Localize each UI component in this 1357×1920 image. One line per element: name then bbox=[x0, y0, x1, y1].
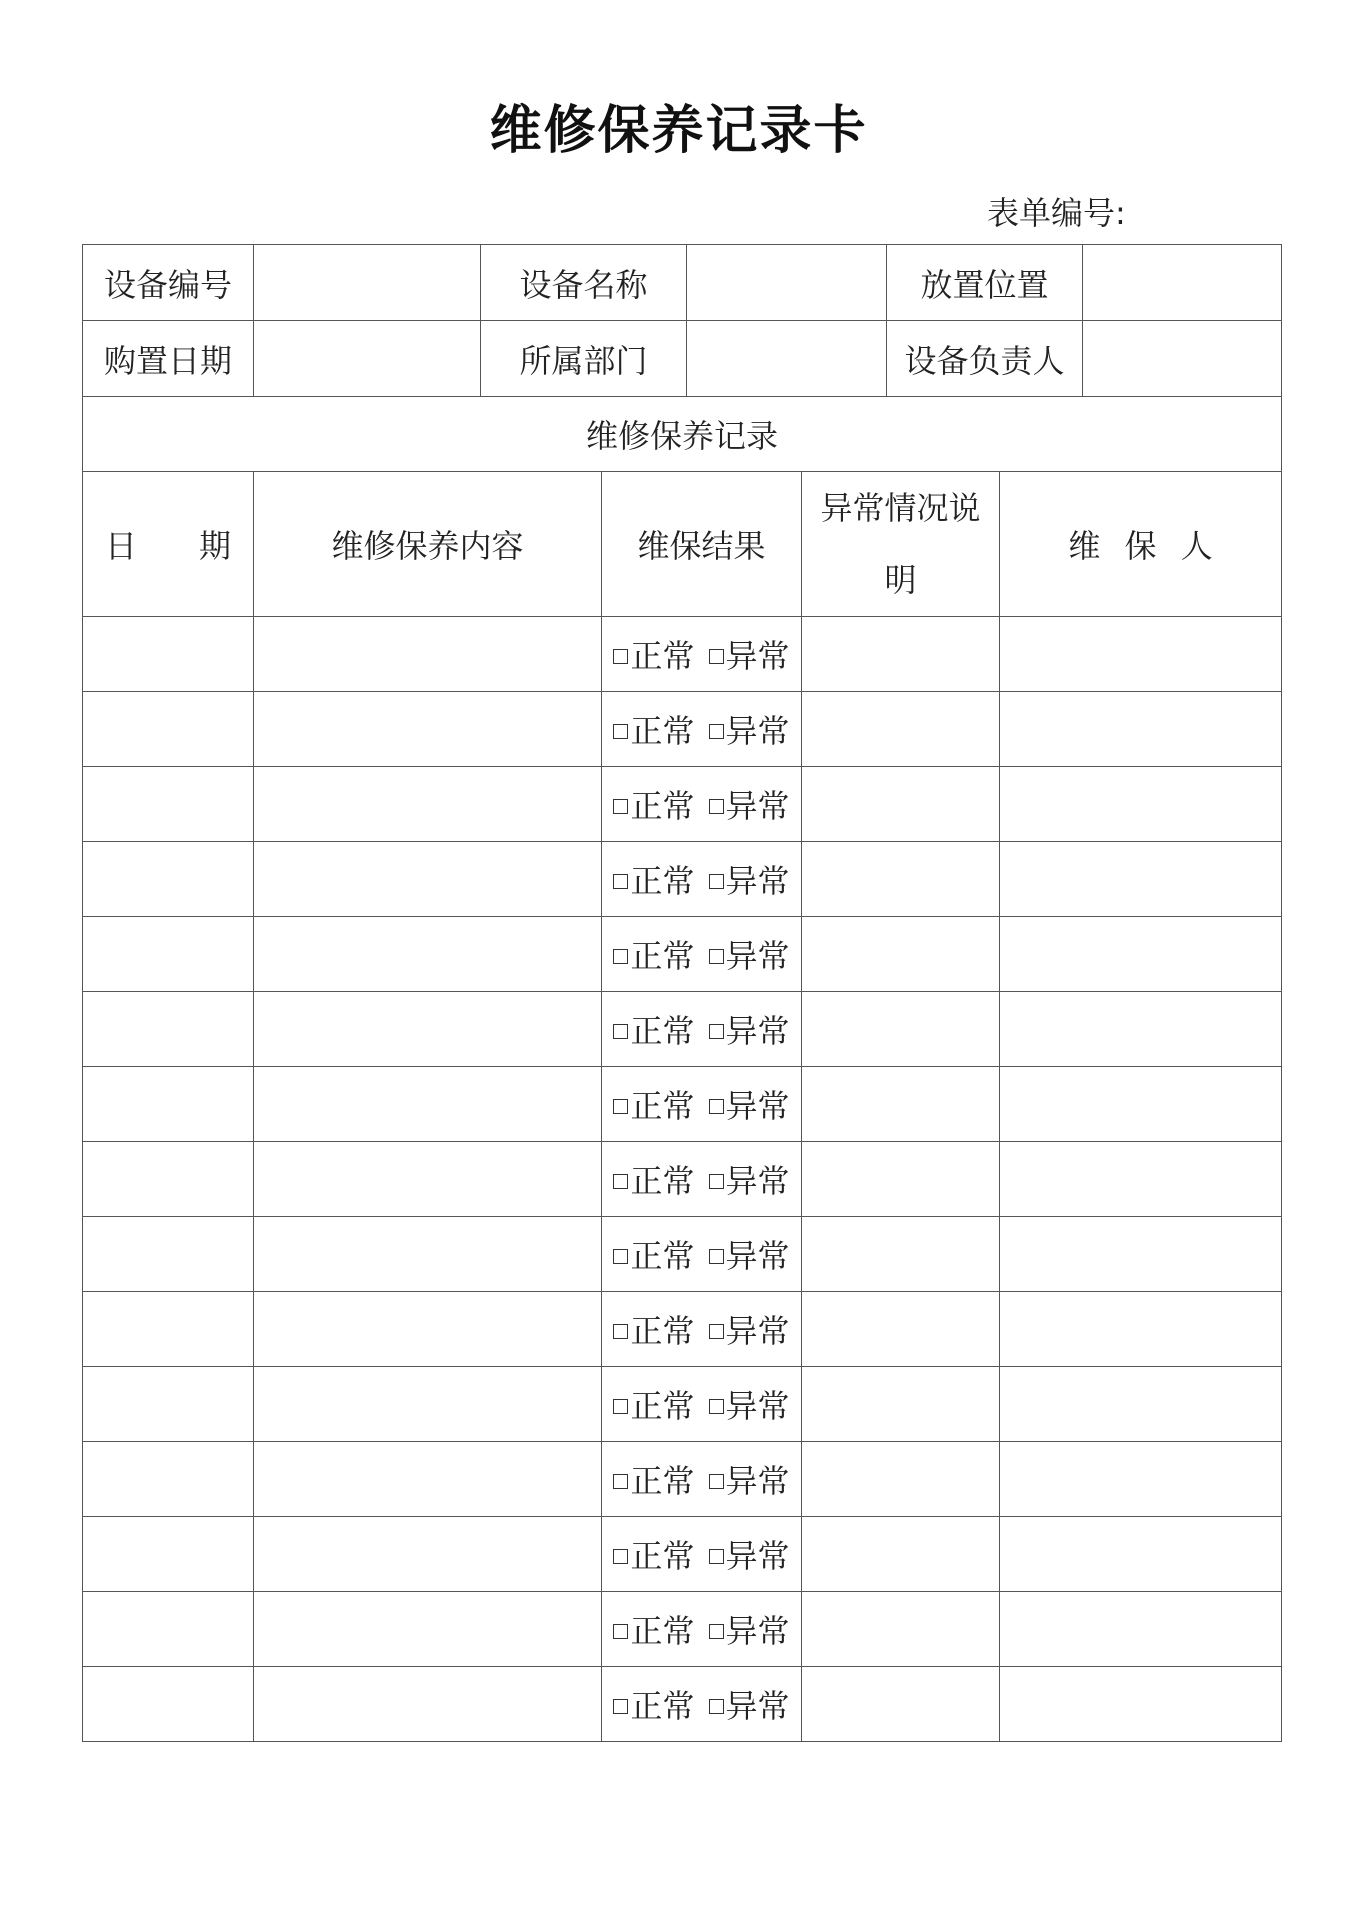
normal-checkbox[interactable] bbox=[613, 1549, 628, 1564]
record-content-cell[interactable] bbox=[254, 1442, 602, 1517]
record-maintainer-cell[interactable] bbox=[1000, 1142, 1282, 1217]
abnormal-checkbox[interactable] bbox=[709, 1399, 724, 1414]
record-result-cell bbox=[602, 1592, 802, 1667]
normal-checkbox[interactable] bbox=[613, 724, 628, 739]
info-row-1 bbox=[83, 245, 1282, 321]
record-abnormal-note-cell[interactable] bbox=[802, 692, 1000, 767]
record-date-cell[interactable] bbox=[83, 1667, 254, 1742]
normal-option-label: 正常 bbox=[630, 1612, 695, 1650]
record-maintainer-cell[interactable] bbox=[1000, 1442, 1282, 1517]
record-maintainer-cell[interactable] bbox=[1000, 992, 1282, 1067]
record-date-cell[interactable] bbox=[83, 767, 254, 842]
normal-option-label: 正常 bbox=[630, 1462, 695, 1500]
normal-checkbox[interactable] bbox=[613, 1024, 628, 1039]
result-header: 维保结果 bbox=[602, 472, 802, 617]
abnormal-checkbox[interactable] bbox=[709, 1324, 724, 1339]
purchase-date-label: 购置日期 bbox=[83, 321, 254, 397]
record-result-cell bbox=[602, 1217, 802, 1292]
department-label: 所属部门 bbox=[481, 321, 687, 397]
record-result-cell bbox=[602, 617, 802, 692]
record-row bbox=[83, 842, 1282, 917]
equipment-name-label: 设备名称 bbox=[481, 245, 687, 321]
record-result-cell bbox=[602, 1442, 802, 1517]
record-maintainer-cell[interactable] bbox=[1000, 767, 1282, 842]
record-maintainer-cell[interactable] bbox=[1000, 842, 1282, 917]
normal-checkbox[interactable] bbox=[613, 1474, 628, 1489]
record-maintainer-cell[interactable] bbox=[1000, 1217, 1282, 1292]
owner-label: 设备负责人 bbox=[887, 321, 1083, 397]
record-maintainer-cell[interactable] bbox=[1000, 1367, 1282, 1442]
normal-option-label: 正常 bbox=[630, 787, 695, 825]
record-abnormal-note-cell[interactable] bbox=[802, 1517, 1000, 1592]
purchase-date-field[interactable] bbox=[254, 321, 481, 397]
section-title: 维修保养记录 bbox=[83, 397, 1282, 472]
record-row bbox=[83, 1067, 1282, 1142]
normal-option-label: 正常 bbox=[630, 1012, 695, 1050]
record-content-cell[interactable] bbox=[254, 992, 602, 1067]
abnormal-option-label: 异常 bbox=[725, 1162, 790, 1200]
record-result-cell bbox=[602, 1142, 802, 1217]
normal-checkbox[interactable] bbox=[613, 799, 628, 814]
record-row bbox=[83, 1142, 1282, 1217]
normal-option-label: 正常 bbox=[630, 937, 695, 975]
record-date-cell[interactable] bbox=[83, 1292, 254, 1367]
record-abnormal-note-cell[interactable] bbox=[802, 1592, 1000, 1667]
abnormal-option-label: 异常 bbox=[725, 637, 790, 675]
normal-checkbox[interactable] bbox=[613, 1699, 628, 1714]
abnormal-checkbox[interactable] bbox=[709, 1099, 724, 1114]
date-header-char-2: 期 bbox=[198, 527, 231, 565]
record-content-cell[interactable] bbox=[254, 1517, 602, 1592]
abnormal-checkbox[interactable] bbox=[709, 1474, 724, 1489]
record-row bbox=[83, 1367, 1282, 1442]
record-row bbox=[83, 767, 1282, 842]
record-abnormal-note-cell[interactable] bbox=[802, 1217, 1000, 1292]
normal-checkbox[interactable] bbox=[613, 1249, 628, 1264]
record-content-cell[interactable] bbox=[254, 1292, 602, 1367]
record-result-cell bbox=[602, 842, 802, 917]
record-abnormal-note-cell[interactable] bbox=[802, 917, 1000, 992]
abnormal-option-label: 异常 bbox=[725, 712, 790, 750]
content-header: 维修保养内容 bbox=[254, 472, 602, 617]
record-date-cell[interactable] bbox=[83, 1067, 254, 1142]
abnormal-checkbox[interactable] bbox=[709, 1549, 724, 1564]
record-abnormal-note-cell[interactable] bbox=[802, 1142, 1000, 1217]
record-row bbox=[83, 1217, 1282, 1292]
record-date-cell[interactable] bbox=[83, 617, 254, 692]
record-maintainer-cell[interactable] bbox=[1000, 1292, 1282, 1367]
equipment-name-field[interactable] bbox=[687, 245, 887, 321]
normal-option-label: 正常 bbox=[630, 1537, 695, 1575]
record-result-cell bbox=[602, 992, 802, 1067]
abnormal-option-label: 异常 bbox=[725, 1312, 790, 1350]
record-abnormal-note-cell[interactable] bbox=[802, 842, 1000, 917]
record-maintainer-cell[interactable] bbox=[1000, 692, 1282, 767]
abnormal-header bbox=[802, 472, 1000, 617]
abnormal-checkbox[interactable] bbox=[709, 1699, 724, 1714]
record-abnormal-note-cell[interactable] bbox=[802, 617, 1000, 692]
record-content-cell[interactable] bbox=[254, 1067, 602, 1142]
record-content-cell[interactable] bbox=[254, 917, 602, 992]
record-result-cell bbox=[602, 1367, 802, 1442]
normal-checkbox[interactable] bbox=[613, 1399, 628, 1414]
record-abnormal-note-cell[interactable] bbox=[802, 992, 1000, 1067]
page-title: 维修保养记录卡 bbox=[489, 101, 868, 161]
abnormal-option-label: 异常 bbox=[725, 1462, 790, 1500]
record-abnormal-note-cell[interactable] bbox=[802, 1442, 1000, 1517]
normal-option-label: 正常 bbox=[630, 1312, 695, 1350]
location-label: 放置位置 bbox=[887, 245, 1083, 321]
normal-option-label: 正常 bbox=[630, 862, 695, 900]
abnormal-option-label: 异常 bbox=[725, 1012, 790, 1050]
record-row bbox=[83, 692, 1282, 767]
record-result-cell bbox=[602, 767, 802, 842]
abnormal-checkbox[interactable] bbox=[709, 874, 724, 889]
record-content-cell[interactable] bbox=[254, 1142, 602, 1217]
record-result-cell bbox=[602, 917, 802, 992]
record-result-cell bbox=[602, 1292, 802, 1367]
maintenance-record-table bbox=[82, 244, 1282, 1742]
record-date-cell[interactable] bbox=[83, 992, 254, 1067]
info-row-2 bbox=[83, 321, 1282, 397]
equipment-no-label: 设备编号 bbox=[83, 245, 254, 321]
record-result-cell bbox=[602, 1667, 802, 1742]
record-date-cell[interactable] bbox=[83, 842, 254, 917]
record-content-cell[interactable] bbox=[254, 842, 602, 917]
abnormal-header-line-2: 明 bbox=[884, 561, 917, 599]
date-header bbox=[83, 472, 254, 617]
normal-option-label: 正常 bbox=[630, 637, 695, 675]
record-maintainer-cell[interactable] bbox=[1000, 617, 1282, 692]
normal-option-label: 正常 bbox=[630, 1387, 695, 1425]
record-row bbox=[83, 617, 1282, 692]
record-abnormal-note-cell[interactable] bbox=[802, 1367, 1000, 1442]
record-date-cell[interactable] bbox=[83, 1592, 254, 1667]
abnormal-option-label: 异常 bbox=[725, 1687, 790, 1725]
normal-checkbox[interactable] bbox=[613, 1099, 628, 1114]
normal-checkbox[interactable] bbox=[613, 874, 628, 889]
abnormal-option-label: 异常 bbox=[725, 862, 790, 900]
normal-checkbox[interactable] bbox=[613, 949, 628, 964]
record-row bbox=[83, 1592, 1282, 1667]
normal-checkbox[interactable] bbox=[613, 1624, 628, 1639]
record-maintainer-cell[interactable] bbox=[1000, 1067, 1282, 1142]
record-content-cell[interactable] bbox=[254, 1667, 602, 1742]
abnormal-checkbox[interactable] bbox=[709, 949, 724, 964]
record-abnormal-note-cell[interactable] bbox=[802, 1667, 1000, 1742]
record-date-cell[interactable] bbox=[83, 917, 254, 992]
record-date-cell[interactable] bbox=[83, 692, 254, 767]
abnormal-option-label: 异常 bbox=[725, 1387, 790, 1425]
record-result-cell bbox=[602, 1517, 802, 1592]
normal-option-label: 正常 bbox=[630, 1687, 695, 1725]
normal-checkbox[interactable] bbox=[613, 649, 628, 664]
record-date-cell[interactable] bbox=[83, 1442, 254, 1517]
abnormal-checkbox[interactable] bbox=[709, 799, 724, 814]
normal-option-label: 正常 bbox=[630, 1237, 695, 1275]
record-content-cell[interactable] bbox=[254, 1367, 602, 1442]
record-date-cell[interactable] bbox=[83, 1142, 254, 1217]
record-content-cell[interactable] bbox=[254, 617, 602, 692]
abnormal-checkbox[interactable] bbox=[709, 1249, 724, 1264]
location-field[interactable] bbox=[1083, 245, 1282, 321]
abnormal-option-label: 异常 bbox=[725, 787, 790, 825]
normal-checkbox[interactable] bbox=[613, 1174, 628, 1189]
maintainer-header: 维 保 人 bbox=[1000, 472, 1282, 617]
record-abnormal-note-cell[interactable] bbox=[802, 1292, 1000, 1367]
abnormal-checkbox[interactable] bbox=[709, 649, 724, 664]
abnormal-header-line-1: 异常情况说 bbox=[820, 489, 981, 527]
record-abnormal-note-cell[interactable] bbox=[802, 767, 1000, 842]
record-row bbox=[83, 917, 1282, 992]
abnormal-option-label: 异常 bbox=[725, 1237, 790, 1275]
record-date-cell[interactable] bbox=[83, 1517, 254, 1592]
abnormal-option-label: 异常 bbox=[725, 1087, 790, 1125]
record-content-cell[interactable] bbox=[254, 692, 602, 767]
record-abnormal-note-cell[interactable] bbox=[802, 1067, 1000, 1142]
abnormal-checkbox[interactable] bbox=[709, 1024, 724, 1039]
record-content-cell[interactable] bbox=[254, 1592, 602, 1667]
section-row bbox=[83, 397, 1282, 472]
column-header-row bbox=[83, 472, 1282, 617]
abnormal-option-label: 异常 bbox=[725, 1612, 790, 1650]
normal-checkbox[interactable] bbox=[613, 1324, 628, 1339]
record-content-cell[interactable] bbox=[254, 1217, 602, 1292]
record-maintainer-cell[interactable] bbox=[1000, 1592, 1282, 1667]
record-row bbox=[83, 1292, 1282, 1367]
abnormal-checkbox[interactable] bbox=[709, 1624, 724, 1639]
record-result-cell bbox=[602, 692, 802, 767]
owner-field[interactable] bbox=[1083, 321, 1282, 397]
record-date-cell[interactable] bbox=[83, 1367, 254, 1442]
record-row bbox=[83, 992, 1282, 1067]
abnormal-checkbox[interactable] bbox=[709, 1174, 724, 1189]
record-row bbox=[83, 1517, 1282, 1592]
record-content-cell[interactable] bbox=[254, 767, 602, 842]
normal-option-label: 正常 bbox=[630, 1087, 695, 1125]
record-maintainer-cell[interactable] bbox=[1000, 917, 1282, 992]
record-maintainer-cell[interactable] bbox=[1000, 1667, 1282, 1742]
record-date-cell[interactable] bbox=[83, 1217, 254, 1292]
record-row bbox=[83, 1442, 1282, 1517]
normal-option-label: 正常 bbox=[630, 1162, 695, 1200]
equipment-no-field[interactable] bbox=[254, 245, 481, 321]
date-header-char-1: 日 bbox=[105, 527, 138, 565]
form-number-label: 表单编号: bbox=[987, 194, 1126, 232]
record-row bbox=[83, 1667, 1282, 1742]
abnormal-option-label: 异常 bbox=[725, 1537, 790, 1575]
normal-option-label: 正常 bbox=[630, 712, 695, 750]
record-maintainer-cell[interactable] bbox=[1000, 1517, 1282, 1592]
abnormal-checkbox[interactable] bbox=[709, 724, 724, 739]
record-result-cell bbox=[602, 1067, 802, 1142]
abnormal-option-label: 异常 bbox=[725, 937, 790, 975]
department-field[interactable] bbox=[687, 321, 887, 397]
